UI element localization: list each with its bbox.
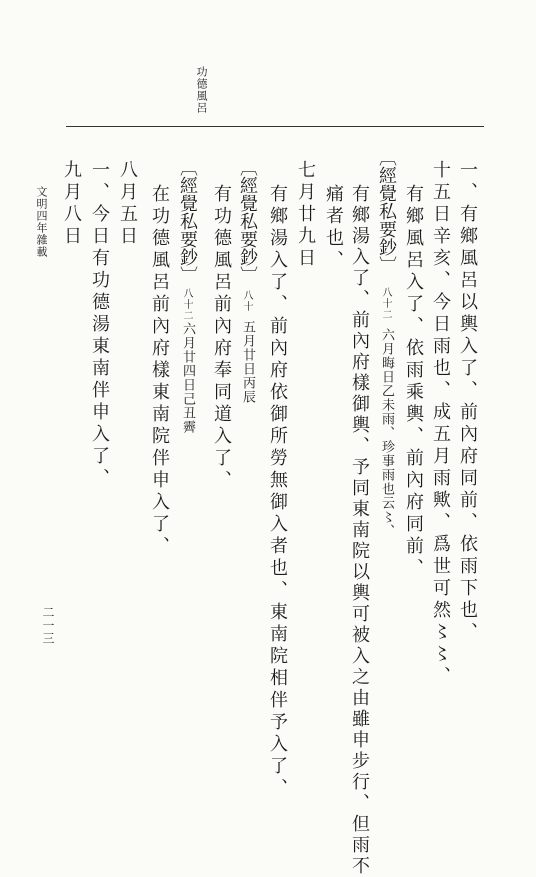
text-line-15: 九月八日 [61,160,82,248]
page-number: 二一三 [41,606,55,645]
text-line-5: 痛者也、 [323,184,344,272]
source-citation-1: 〔經覺私要鈔〕 [376,148,397,274]
running-title: 功德風呂 [195,66,208,114]
citation-date-2: 五月廿日丙辰 [240,320,255,404]
text-line-13: 八月五日 [117,160,138,248]
text-line-3: 有鄉風呂入了、依雨乘輿、前內府同前、 [403,184,424,580]
side-title: 文明四年雜載 [35,186,48,258]
text-line-14: 一、今日有功德湯東南伴申入了、 [89,160,110,490]
header-rule [66,126,484,127]
citation-date-3: 六月廿四日己丑霽 [180,322,195,434]
source-citation-2: 〔經覺私要鈔〕 [237,158,258,284]
citation-number-2: 八十 [241,290,252,312]
text-line-2: 十五日辛亥、今日雨也、成五月雨歟、爲世可然〻〻、 [430,160,451,688]
text-line-12: 在功德風呂前內府樣東南院伴申入了、 [149,184,170,558]
text-line-10: 有功德風呂前內府奉同道入了、 [211,184,232,492]
citation-number-1: 八十二 [380,287,391,320]
text-line-6: 有鄉湯入了、前內府樣御輿、予同東南院以輿可被入之由雖申步行、但雨不 [349,184,370,877]
citation-date-1: 六月晦日乙未雨、珍事雨也云〻、 [379,328,394,538]
text-line-1: 一、有鄉風呂以輿入了、前內府同前、依雨下也、 [457,160,478,644]
citation-number-3: 八十二 [181,288,192,321]
source-citation-3: 〔經覺私要鈔〕 [177,158,198,284]
text-line-7: 七月廿九日 [295,160,316,270]
text-line-8: 有鄉湯入了、前內府依御所勞無御入者也、東南院相伴予入了、 [267,184,288,800]
